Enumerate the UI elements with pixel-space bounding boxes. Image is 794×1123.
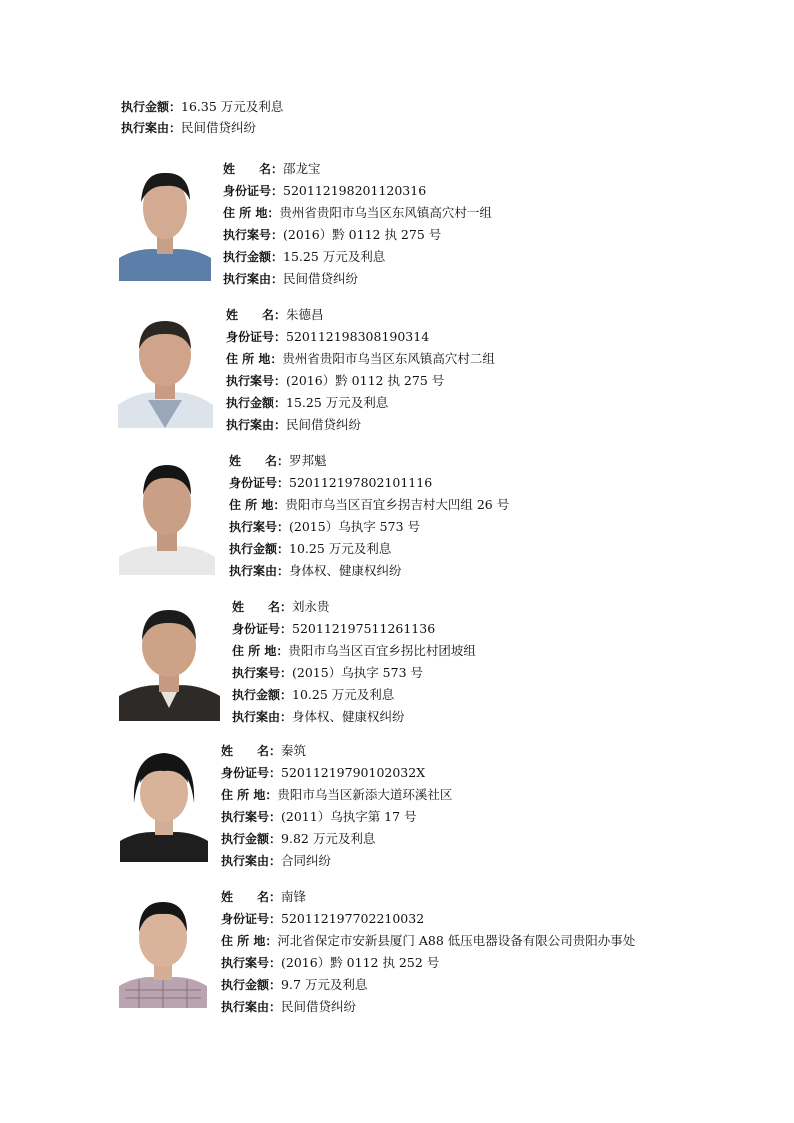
name-value: 罗邦魁 [289, 453, 327, 468]
amount-label: 执行金额： [223, 250, 284, 264]
cause-value: 合同纠纷 [281, 853, 332, 868]
case-label: 执行案号： [226, 374, 287, 388]
amount-label: 执行金额： [221, 978, 282, 992]
address-row [232, 640, 476, 662]
address-value: 贵阳市乌当区百宜乡拐吉村大凹组 26 号 [285, 497, 510, 512]
id-label: 身份证号： [221, 912, 282, 926]
case-row [221, 952, 635, 974]
case-label: 执行案号： [223, 228, 284, 242]
id-value: 520112197802101116 [289, 475, 433, 490]
amount-row [229, 538, 509, 560]
name-label: 姓 名： [226, 308, 287, 322]
address-row [229, 494, 509, 516]
top-amount-line [121, 96, 283, 118]
case-value: (2015）乌执字 573 号 [292, 665, 424, 680]
cause-row [232, 706, 476, 728]
id-row [226, 326, 495, 348]
amount-value: 9.7 万元及利息 [281, 977, 368, 992]
id-row [221, 762, 452, 784]
address-label: 住 所 地： [232, 644, 289, 658]
name-row [229, 450, 509, 472]
amount-row [232, 684, 476, 706]
person-photo [118, 305, 213, 428]
cause-row [223, 268, 492, 290]
address-row [221, 784, 452, 806]
address-value: 河北省保定市安新县厦门 A88 低压电器设备有限公司贵阳办事处 [277, 933, 636, 948]
cause-row [221, 996, 635, 1018]
address-label: 住 所 地： [223, 206, 280, 220]
address-value: 贵州省贵阳市乌当区东风镇高穴村一组 [279, 205, 492, 220]
case-label: 执行案号： [229, 520, 290, 534]
id-value: 520112197702210032 [281, 911, 425, 926]
cause-value: 身体权、健康权纠纷 [289, 563, 402, 578]
address-row [223, 202, 492, 224]
cause-row [229, 560, 509, 582]
id-row [221, 908, 635, 930]
amount-row [226, 392, 495, 414]
case-row [229, 516, 509, 538]
amount-value: 10.25 万元及利息 [289, 541, 392, 556]
address-row [226, 348, 495, 370]
name-row [221, 886, 635, 908]
cause-row [226, 414, 495, 436]
cause-label: 执行案由： [226, 418, 287, 432]
id-label: 身份证号： [221, 766, 282, 780]
cause-value: 民间借贷纠纷 [286, 417, 362, 432]
cause-value: 民间借贷纠纷 [283, 271, 359, 286]
case-value: (2015）乌执字 573 号 [289, 519, 421, 534]
address-label: 住 所 地： [221, 934, 278, 948]
id-label: 身份证号： [232, 622, 293, 636]
name-value: 朱德昌 [286, 307, 324, 322]
case-row [226, 370, 495, 392]
case-value: (2011）乌执字第 17 号 [281, 809, 417, 824]
address-label: 住 所 地： [221, 788, 278, 802]
case-value: (2016）黔 0112 执 275 号 [283, 227, 442, 242]
name-value: 秦筑 [281, 743, 307, 758]
name-row [223, 158, 492, 180]
address-row [221, 930, 635, 952]
person-photo [119, 890, 207, 1008]
name-row [226, 304, 495, 326]
amount-label: 执行金额： [221, 832, 282, 846]
cause-row [221, 850, 452, 872]
cause-value: 民间借贷纠纷 [281, 999, 357, 1014]
top-cause-value: 民间借贷纠纷 [181, 120, 257, 135]
person-photo [119, 158, 211, 281]
id-row [223, 180, 492, 202]
name-label: 姓 名： [221, 744, 282, 758]
case-label: 执行案号： [221, 810, 282, 824]
cause-label: 执行案由： [223, 272, 284, 286]
address-value: 贵阳市乌当区新添大道环溪社区 [277, 787, 453, 802]
top-cause-label: 执行案由： [121, 121, 182, 135]
id-row [232, 618, 476, 640]
address-label: 住 所 地： [226, 352, 283, 366]
id-value: 520112197511261136 [292, 621, 436, 636]
name-label: 姓 名： [232, 600, 293, 614]
name-label: 姓 名： [229, 454, 290, 468]
case-label: 执行案号： [221, 956, 282, 970]
name-row [232, 596, 476, 618]
id-value: 520112198201120316 [283, 183, 427, 198]
id-row [229, 472, 509, 494]
top-cause-line [121, 117, 256, 139]
name-value: 南锋 [281, 889, 307, 904]
amount-row [221, 974, 635, 996]
amount-label: 执行金额： [229, 542, 290, 556]
address-value: 贵阳市乌当区百宜乡拐比村团坡组 [288, 643, 476, 658]
cause-value: 身体权、健康权纠纷 [292, 709, 405, 724]
amount-value: 9.82 万元及利息 [281, 831, 376, 846]
amount-row [221, 828, 452, 850]
id-value: 52011219790102032X [281, 765, 426, 780]
cause-label: 执行案由： [221, 1000, 282, 1014]
id-value: 520112198308190314 [286, 329, 430, 344]
address-value: 贵州省贵阳市乌当区东风镇高穴村二组 [282, 351, 495, 366]
id-label: 身份证号： [226, 330, 287, 344]
amount-value: 10.25 万元及利息 [292, 687, 395, 702]
top-amount-value: 16.35 万元及利息 [181, 99, 284, 114]
amount-value: 15.25 万元及利息 [283, 249, 386, 264]
person-photo [119, 598, 220, 721]
case-row [232, 662, 476, 684]
amount-value: 15.25 万元及利息 [286, 395, 389, 410]
name-label: 姓 名： [221, 890, 282, 904]
case-label: 执行案号： [232, 666, 293, 680]
amount-label: 执行金额： [226, 396, 287, 410]
cause-label: 执行案由： [232, 710, 293, 724]
case-value: (2016）黔 0112 执 252 号 [281, 955, 440, 970]
case-row [223, 224, 492, 246]
id-label: 身份证号： [229, 476, 290, 490]
person-photo [119, 453, 215, 575]
case-row [221, 806, 452, 828]
name-row [221, 740, 452, 762]
cause-label: 执行案由： [229, 564, 290, 578]
case-value: (2016）黔 0112 执 275 号 [286, 373, 445, 388]
name-value: 邵龙宝 [283, 161, 321, 176]
top-amount-label: 执行金额： [121, 100, 182, 114]
amount-label: 执行金额： [232, 688, 293, 702]
id-label: 身份证号： [223, 184, 284, 198]
cause-label: 执行案由： [221, 854, 282, 868]
amount-row [223, 246, 492, 268]
person-photo [120, 745, 208, 862]
name-label: 姓 名： [223, 162, 284, 176]
name-value: 刘永贵 [292, 599, 330, 614]
address-label: 住 所 地： [229, 498, 286, 512]
